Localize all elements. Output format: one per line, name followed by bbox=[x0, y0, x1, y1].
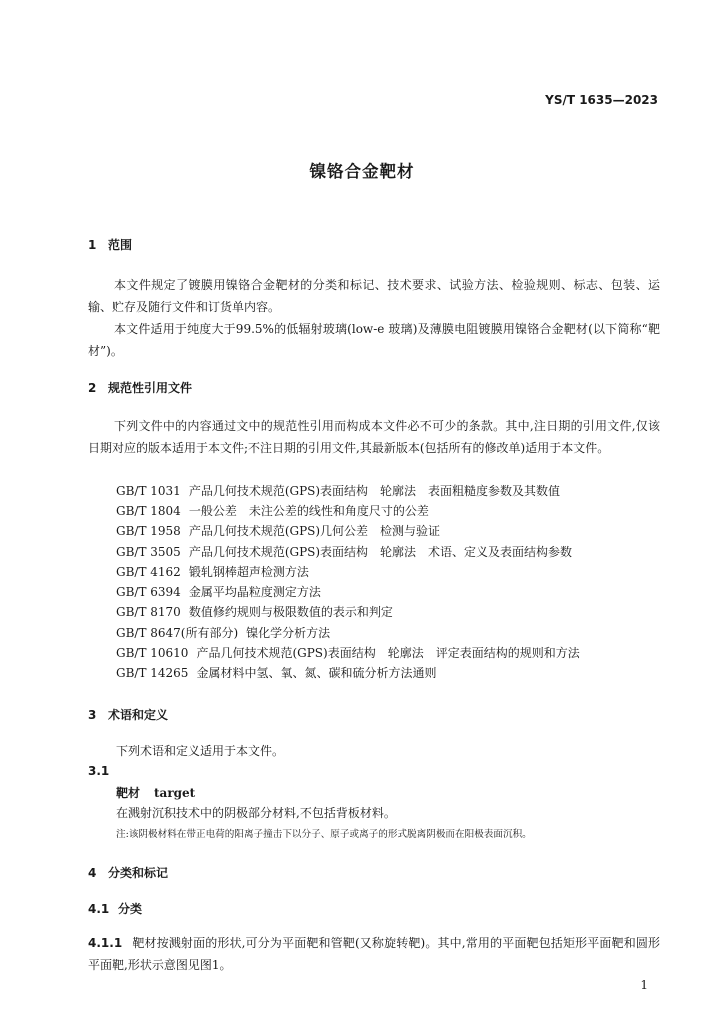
section-2-heading bbox=[88, 379, 192, 396]
section-number: 2 bbox=[88, 381, 97, 395]
section-title: 术语和定义 bbox=[108, 708, 169, 722]
reference-item bbox=[116, 624, 330, 641]
section-1-heading bbox=[88, 236, 132, 253]
reference-title: 金属平均晶粒度测定方法 bbox=[188, 585, 321, 599]
reference-item bbox=[116, 644, 580, 661]
section-3-heading bbox=[88, 706, 168, 723]
subsection-number: 4.1 bbox=[88, 902, 110, 916]
reference-title: 金属材料中氢、氧、氮、碳和硫分析方法通则 bbox=[196, 666, 437, 680]
reference-code: GB/T 8170 bbox=[116, 605, 181, 619]
reference-title: 数值修约规则与极限数值的表示和判定 bbox=[188, 605, 393, 619]
reference-item bbox=[116, 522, 440, 539]
term-note: 注:该阴极材料在带正电荷的阳离子撞击下以分子、原子或离子的形式脱离阴极而在阳极表面沉积。 bbox=[116, 829, 532, 840]
reference-title: 产品几何技术规范(GPS)几何公差 检测与验证 bbox=[188, 524, 441, 538]
reference-item bbox=[116, 543, 572, 560]
reference-code: GB/T 1804 bbox=[116, 504, 181, 518]
subsection-4-1-heading bbox=[88, 900, 142, 917]
section-3-intro: 下列术语和定义适用于本文件。 bbox=[116, 744, 285, 758]
reference-title: 镍化学分析方法 bbox=[246, 626, 331, 640]
section-title: 规范性引用文件 bbox=[108, 381, 193, 395]
reference-code: GB/T 3505 bbox=[116, 545, 181, 559]
section-4-heading bbox=[88, 864, 168, 881]
reference-code: GB/T 10610 bbox=[116, 646, 189, 660]
reference-code: GB/T 1958 bbox=[116, 524, 181, 538]
clause-text: 靶材按溅射面的形状,可分为平面靶和管靶(又称旋转靶)。其中,常用的平面靶包括矩形平面靶和圆形平面靶,形状示意图见图1。 bbox=[88, 936, 660, 972]
reference-title: 产品几何技术规范(GPS)表面结构 轮廓法 表面粗糙度参数及其数值 bbox=[188, 484, 561, 498]
reference-title: 产品几何技术规范(GPS)表面结构 轮廓法 评定表面结构的规则和方法 bbox=[196, 646, 580, 660]
clause-4-1-1 bbox=[88, 932, 660, 976]
reference-item bbox=[116, 482, 560, 499]
reference-code: GB/T 1031 bbox=[116, 484, 181, 498]
reference-code: GB/T 4162 bbox=[116, 565, 181, 579]
section-title: 范围 bbox=[108, 238, 133, 252]
reference-item bbox=[116, 664, 436, 681]
term-definition: 在溅射沉积技术中的阴极部分材料,不包括背板材料。 bbox=[116, 806, 396, 820]
standard-number: YS/T 1635—2023 bbox=[545, 93, 658, 107]
reference-title: 锻轧钢棒超声检测方法 bbox=[188, 565, 309, 579]
term-english: target bbox=[154, 786, 196, 800]
document-title: 镍铬合金靶材 bbox=[309, 162, 415, 181]
section-number: 1 bbox=[88, 238, 97, 252]
reference-item bbox=[116, 583, 321, 600]
section-1-paragraph-2: 本文件适用于纯度大于99.5%的低辐射玻璃(low-e 玻璃)及薄膜电阻镀膜用镍铬合金靶材(以下简称“靶材”)。 bbox=[88, 322, 660, 358]
reference-item bbox=[116, 563, 309, 580]
reference-title: 产品几何技术规范(GPS)表面结构 轮廓法 术语、定义及表面结构参数 bbox=[188, 545, 573, 559]
reference-code: GB/T 14265 bbox=[116, 666, 189, 680]
section-2-intro: 下列文件中的内容通过文中的规范性引用而构成本文件必不可少的条款。其中,注日期的引用文件,仅该日期对应的版本适用于本文件;不注日期的引用文件,其最新版本(包括所有的修改单)适用于本文件。 bbox=[88, 419, 660, 455]
section-1-paragraph-1: 本文件规定了镀膜用镍铬合金靶材的分类和标记、技术要求、试验方法、检验规则、标志、包装、运输、贮存及随行文件和订货单内容。 bbox=[88, 278, 660, 314]
page-number: 1 bbox=[640, 978, 648, 992]
term-entry bbox=[116, 784, 195, 801]
reference-code: GB/T 6394 bbox=[116, 585, 181, 599]
section-number: 3 bbox=[88, 708, 97, 722]
reference-item bbox=[116, 603, 393, 620]
term-chinese: 靶材 bbox=[116, 786, 141, 800]
section-title: 分类和标记 bbox=[108, 866, 169, 880]
reference-code: GB/T 8647(所有部分) bbox=[116, 626, 239, 640]
section-number: 4 bbox=[88, 866, 97, 880]
reference-title: 一般公差 未注公差的线性和角度尺寸的公差 bbox=[188, 504, 429, 518]
reference-item bbox=[116, 502, 429, 519]
clause-number: 4.1.1 bbox=[88, 936, 123, 950]
subsection-title: 分类 bbox=[118, 902, 143, 916]
term-number: 3.1 bbox=[88, 764, 110, 778]
